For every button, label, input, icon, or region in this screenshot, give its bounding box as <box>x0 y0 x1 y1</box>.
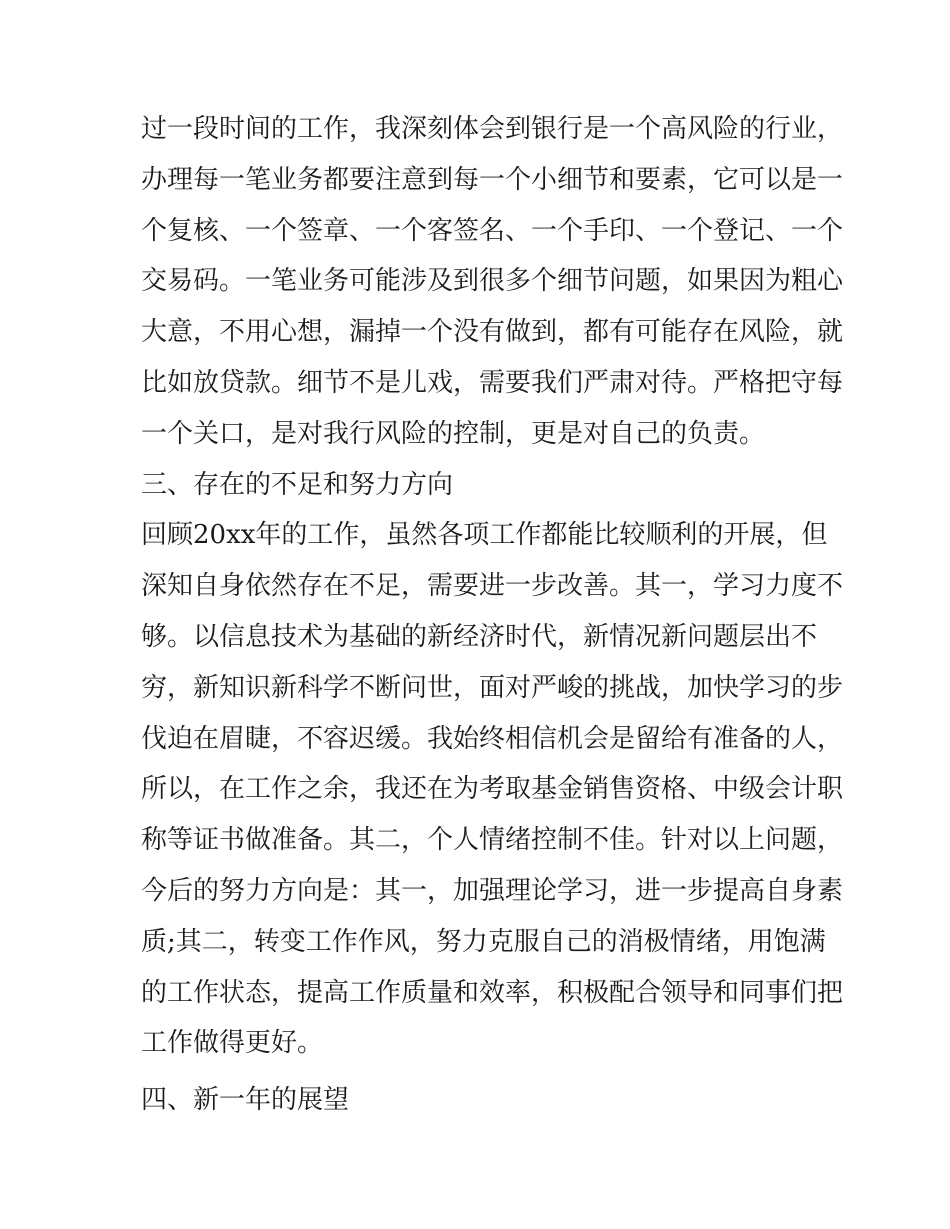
paragraph-line: 一个关口，是对我行风险的控制，更是对自己的负责。 <box>141 418 766 449</box>
paragraph-line: 称等证书做准备。其二，个人情绪控制不佳。针对以上问题， <box>141 825 844 856</box>
paragraph-line: 伐迫在眉睫，不容迟缓。我始终相信机会是留给有准备的人， <box>141 723 844 754</box>
paragraph-line: 比如放贷款。细节不是儿戏，需要我们严肃对待。严格把守每 <box>141 367 844 398</box>
paragraph-line: 穷，新知识新科学不断问世，面对严峻的挑战，加快学习的步 <box>141 672 844 703</box>
paragraph-line: 质;其二，转变工作作风，努力克服自己的消极情绪，用饱满 <box>141 926 826 957</box>
paragraph-line: 办理每一笔业务都要注意到每一个小细节和要素，它可以是一 <box>141 164 844 195</box>
section-heading: 四、新一年的展望 <box>141 1085 350 1116</box>
paragraph-line: 个复核、一个签章、一个客签名、一个手印、一个登记、一个 <box>141 215 844 246</box>
paragraph-line: 过一段时间的工作，我深刻体会到银行是一个高风险的行业， <box>141 114 844 144</box>
paragraph-line: 回顾20xx年的工作，虽然各项工作都能比较顺利的开展，但 <box>141 520 828 551</box>
paragraph-line: 工作做得更好。 <box>141 1028 324 1059</box>
document-body <box>141 104 844 1126</box>
paragraph-line: 大意，不用心想，漏掉一个没有做到，都有可能存在风险，就 <box>141 317 844 348</box>
section-heading: 三、存在的不足和努力方向 <box>141 469 454 500</box>
paragraph-line: 的工作状态，提高工作质量和效率，积极配合领导和同事们把 <box>141 977 844 1008</box>
paragraph-line: 够。以信息技术为基础的新经济时代，新情况新问题层出不 <box>141 621 818 652</box>
paragraph-line: 今后的努力方向是：其一，加强理论学习，进一步提高自身素 <box>141 875 844 906</box>
paragraph-line: 深知自身依然存在不足，需要进一步改善。其一，学习力度不 <box>141 571 844 602</box>
paragraph-line: 交易码。一笔业务可能涉及到很多个细节问题，如果因为粗心 <box>141 266 844 297</box>
paragraph-line: 所以，在工作之余，我还在为考取基金销售资格、中级会计职 <box>141 774 844 805</box>
